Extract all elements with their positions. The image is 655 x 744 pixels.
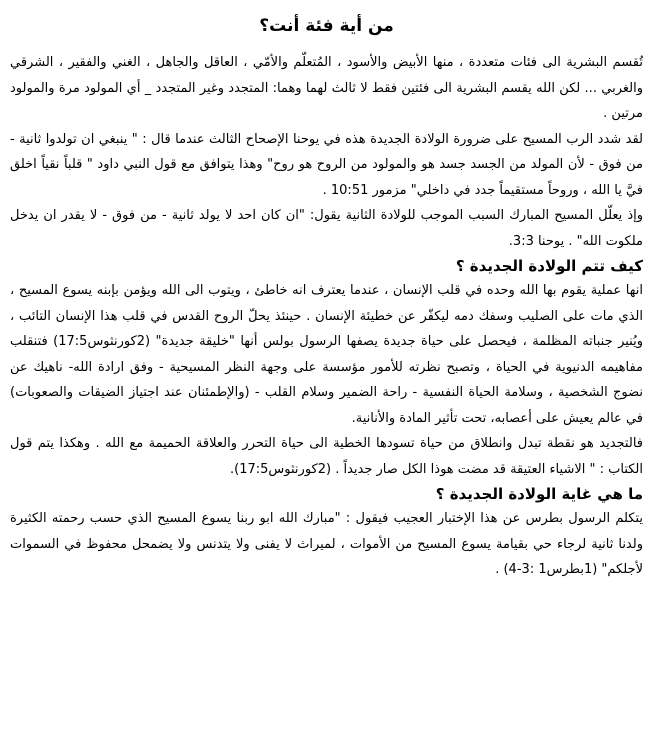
renewal-paragraph: فالتجديد هو نقطة تبدل وانطلاق من حياة تسودها الخطية الى حياة التحرر والعلاقة الحميمة مع الله . وهكذا يتم قول الكتاب : " الاشياء العتيقة قد مضت هوذا الكل صار جديداً . (2كورنثوس17:5).: [10, 436, 643, 477]
process-paragraph: انها عملية يقوم بها الله وحده في قلب الإنسان ، عندما يعترف انه خاطئ ، ويتوب الى الله ويؤمن بإبنه يسوع المسيح ، الذي مات على الصليب وسفك دمه ليكفّر عن خطيئة الإنسان . حينئذ يحلّ الروح القدس في قلب هذا الإنسان التائب ، ويُنير جنباته المظلمة ، فيحصل على حياة جديدة يصفها الرسول بولس أنها "خليقة جديدة" (2كورنثوس17:5) فتنقلب مفاهيمه الدنيوية في الحياة ، وتصبح نظرته للأمور مؤسسة على وجهة النظر المسيحية - وفق ارادة الله- ناهيك عن نضوج الشخصية ، وسلامة الحياة النفسية - راحة الضمير وسلام القلب - (والإطمئنان عند اجتياز الضيقات والصعوبات) في عالم يعيش على أعصابه، تحت تأثير المادة والأنانية.: [10, 283, 643, 426]
section-heading-how: كيف تتم الولادة الجديدة ؟: [455, 257, 643, 275]
necessity-paragraph: لقد شدد الرب المسيح على ضرورة الولادة الجديدة هذه في يوحنا الإصحاح الثالث عندما قال : " ينبغي ان تولدوا ثانية - من فوق - لأن المولد من الجسد جسد هو والمولود من الروح هو روح" وهذا يتوافق مع قول النبي داود " قلباً نقياً اخلق فيَّ يا الله ، وروحاً مستقيماً جدد في داخلي" مزمور 10:51 .: [10, 131, 643, 198]
document-title: من أية فئة أنت؟: [259, 16, 394, 36]
intro-paragraph: تُقسم البشرية الى فئات متعددة ، منها الأبيض والأسود ، المُتعلّم والأمّي ، العاقل والجاهل ، الغني والفقير ، الشرقي والغربي ... لكن الله يقسم البشرية الى فئتين فقط لا ثالث لهما وهما: المتجدد وغير المتجدد _ أي المولود مرة والمولود مرتين .: [10, 55, 643, 121]
reason-paragraph: وإذ يعلّل المسيح المبارك السبب الموجب للولادة الثانية يقول: "ان كان احد لا يولد ثانية - من فوق - لا يقدر ان يدخل ملكوت الله" . يوحنا 3:3.: [10, 208, 643, 249]
purpose-paragraph: يتكلم الرسول بطرس عن هذا الإختبار العجيب فيقول : "مبارك الله ابو ربنا يسوع المسيح الذي حسب رحمته الكثيرة ولدنا ثانية لرجاء حي بقيامة يسوع المسيح من الأموات ، لميراث لا يفنى ولا يتدنس ولا يضمحل محفوظ في السموات لأجلكم" (1بطرس1 :3-4) .: [10, 511, 643, 577]
section-heading-purpose: ما هي غاية الولادة الجديدة ؟: [435, 485, 643, 503]
